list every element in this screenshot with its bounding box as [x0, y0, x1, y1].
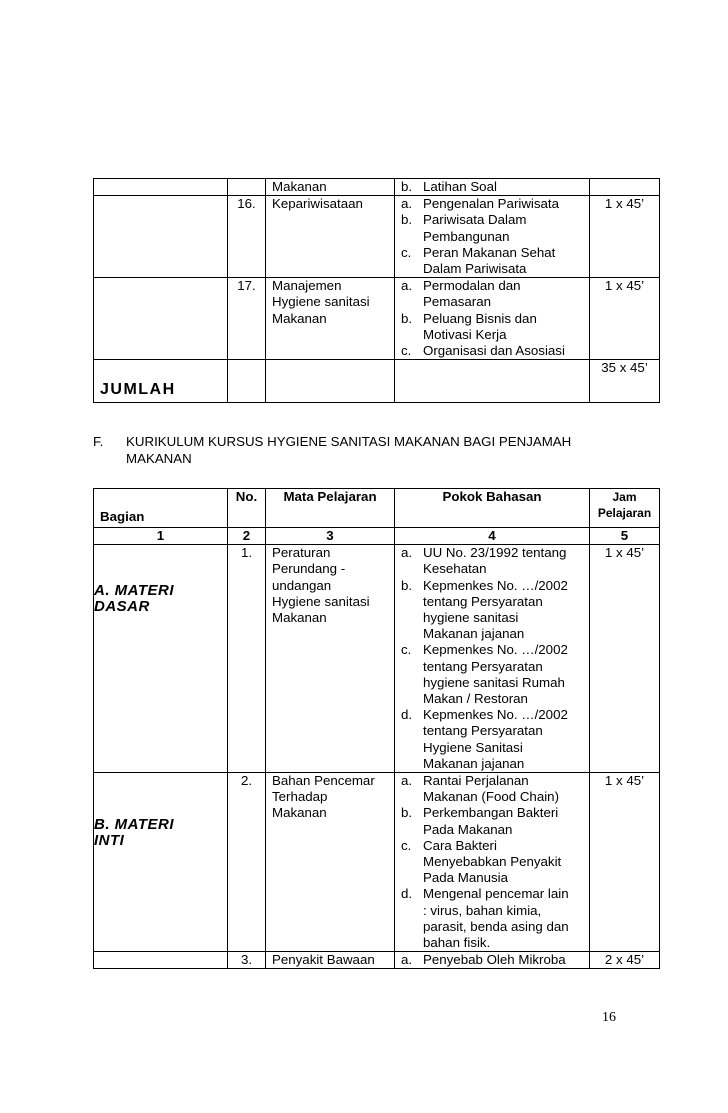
- empty-cell: [266, 360, 395, 403]
- pokok-bahasan-item: [401, 773, 589, 805]
- item-text-line: Kesehatan: [423, 561, 487, 577]
- item-text-line: : virus, bahan kimia,: [423, 902, 542, 918]
- header-jam-line1: Jam: [612, 490, 637, 504]
- header-jam-pelajaran: [590, 489, 660, 528]
- row-number: 3.: [228, 952, 266, 969]
- pokok-bahasan-list: [395, 545, 589, 772]
- jam-pelajaran-cell: 1 x 45’: [590, 196, 660, 278]
- mata-pelajaran-line: Makanan: [272, 805, 327, 821]
- item-marker: c.: [401, 642, 412, 658]
- mata-pelajaran-cell: [266, 773, 395, 952]
- item-text-line: Pembangunan: [423, 228, 510, 244]
- row-number: 16.: [228, 196, 266, 278]
- mata-pelajaran-line: undangan: [272, 577, 332, 593]
- section-letter: F.: [93, 434, 104, 449]
- item-text-line: Peluang Bisnis dan: [423, 310, 537, 326]
- mata-pelajaran-cell: [266, 196, 395, 278]
- pokok-bahasan-item: [401, 578, 589, 643]
- bagian-cell: [94, 545, 228, 773]
- pokok-bahasan-item: [401, 278, 589, 310]
- bagian-label-line: A. MATERI: [94, 582, 175, 600]
- item-text-line: Pariwisata Dalam: [423, 212, 527, 228]
- item-text-line: Cara Bakteri: [423, 837, 497, 853]
- item-text-line: Rantai Perjalanan: [423, 773, 529, 789]
- item-marker: d.: [401, 707, 413, 723]
- curriculum-table-f: [93, 488, 660, 969]
- jam-pelajaran-cell: [590, 179, 660, 196]
- header-no: No.: [228, 489, 266, 528]
- pokok-bahasan-cell: [395, 952, 590, 969]
- pokok-bahasan-list: [395, 278, 589, 359]
- pokok-bahasan-cell: [395, 278, 590, 360]
- header-pokok-bahasan: Pokok Bahasan: [395, 489, 590, 528]
- item-text-line: bahan fisik.: [423, 935, 491, 951]
- pokok-bahasan-item: [401, 343, 589, 359]
- pokok-bahasan-list: [395, 952, 589, 968]
- empty-cell: [228, 360, 266, 403]
- item-marker: a.: [401, 773, 413, 789]
- mata-pelajaran-cell: [266, 278, 395, 360]
- section-f-heading: [93, 433, 633, 467]
- item-text-line: Penyebab Oleh Mikroba: [423, 952, 566, 968]
- item-text-line: Pemasaran: [423, 294, 491, 310]
- table-row: [94, 196, 660, 278]
- column-number: 4: [395, 528, 590, 545]
- column-number: 1: [94, 528, 228, 545]
- jam-pelajaran-cell: 2 x 45’: [590, 952, 660, 969]
- bagian-cell: [94, 952, 228, 969]
- row-number: 1.: [228, 545, 266, 773]
- item-text-line: Perkembangan Bakteri: [423, 805, 559, 821]
- pokok-bahasan-cell: [395, 773, 590, 952]
- mata-pelajaran-cell: [266, 545, 395, 773]
- bagian-label-line: B. MATERI: [94, 816, 175, 834]
- bagian-cell: [94, 773, 228, 952]
- item-text-line: tentang Persyaratan: [423, 658, 543, 674]
- item-text-line: tentang Persyaratan: [423, 723, 543, 739]
- item-text-line: UU No. 23/1992 tentang: [423, 545, 567, 561]
- pokok-bahasan-list: [395, 179, 589, 195]
- item-marker: a.: [401, 952, 413, 968]
- item-text-line: Makanan (Food Chain): [423, 789, 559, 805]
- item-text-line: Pengenalan Pariwisata: [423, 196, 560, 212]
- item-marker: b.: [401, 212, 413, 228]
- column-number: 2: [228, 528, 266, 545]
- item-text-line: Kepmenkes No. …/2002: [423, 642, 568, 658]
- item-text-line: Permodalan dan: [423, 278, 521, 294]
- jam-pelajaran-cell: 1 x 45’: [590, 545, 660, 773]
- jumlah-row: [94, 360, 660, 403]
- pokok-bahasan-item: [401, 886, 589, 951]
- pokok-bahasan-list: [395, 196, 589, 277]
- item-text-line: Menyebabkan Penyakit: [423, 854, 562, 870]
- item-marker: c.: [401, 837, 412, 853]
- item-marker: b.: [401, 577, 413, 593]
- pokok-bahasan-item: [401, 545, 589, 577]
- pokok-bahasan-cell: [395, 196, 590, 278]
- item-text-line: Organisasi dan Asosiasi: [423, 343, 565, 359]
- mata-pelajaran-line: Perundang -: [272, 561, 346, 577]
- empty-cell: [395, 360, 590, 403]
- mata-pelajaran-line: Makanan: [272, 179, 327, 194]
- bagian-label-line: INTI: [94, 832, 125, 850]
- bagian-cell: [94, 278, 228, 360]
- item-text-line: Dalam Pariwisata: [423, 261, 527, 277]
- item-marker: a.: [401, 278, 413, 294]
- pokok-bahasan-cell: [395, 179, 590, 196]
- item-text-line: Pada Manusia: [423, 870, 509, 886]
- item-text-line: parasit, benda asing dan: [423, 918, 569, 934]
- item-text-line: tentang Persyaratan: [423, 593, 543, 609]
- item-text-line: hygiene sanitasi Rumah: [423, 674, 565, 690]
- jumlah-label: JUMLAH: [94, 360, 228, 403]
- table-header-row: [94, 489, 660, 528]
- pokok-bahasan-item: [401, 245, 589, 277]
- item-text-line: Peran Makanan Sehat: [423, 244, 556, 260]
- section-title: KURIKULUM KURSUS HYGIENE SANITASI MAKANAN BAGI PENJAMAH MAKANAN: [126, 434, 572, 466]
- table-row: [94, 773, 660, 952]
- item-text-line: Kepmenkes No. …/2002: [423, 707, 568, 723]
- row-number: 17.: [228, 278, 266, 360]
- pokok-bahasan-item: [401, 642, 589, 707]
- column-number: 5: [590, 528, 660, 545]
- bagian-cell: [94, 179, 228, 196]
- bagian-cell: [94, 196, 228, 278]
- table-row: [94, 952, 660, 969]
- item-text-line: hygiene sanitasi: [423, 610, 519, 626]
- pokok-bahasan-cell: [395, 545, 590, 773]
- mata-pelajaran-line: Bahan Pencemar: [272, 773, 375, 789]
- item-marker: b.: [401, 179, 413, 194]
- pokok-bahasan-item: [401, 805, 589, 837]
- mata-pelajaran-cell: [266, 179, 395, 196]
- pokok-bahasan-item: [401, 311, 589, 343]
- mata-pelajaran-line: Hygiene sanitasi: [272, 593, 370, 609]
- header-mata-pelajaran: Mata Pelajaran: [266, 489, 395, 528]
- header-bagian: Bagian: [94, 489, 228, 528]
- row-number: [228, 179, 266, 196]
- pokok-bahasan-item: [401, 179, 589, 195]
- pokok-bahasan-item: [401, 838, 589, 887]
- pokok-bahasan-list: [395, 773, 589, 951]
- row-number: 2.: [228, 773, 266, 952]
- pokok-bahasan-item: [401, 212, 589, 244]
- item-text-line: Motivasi Kerja: [423, 326, 507, 342]
- item-text-line: Pada Makanan: [423, 821, 513, 837]
- jam-pelajaran-cell: 1 x 45’: [590, 773, 660, 952]
- mata-pelajaran-line: Kepariwisataan: [272, 196, 363, 212]
- table-row: [94, 179, 660, 196]
- pokok-bahasan-item: [401, 196, 589, 212]
- item-text-line: Makanan jajanan: [423, 755, 525, 771]
- mata-pelajaran-cell: [266, 952, 395, 969]
- table-row: [94, 278, 660, 360]
- item-text-line: Makanan jajanan: [423, 626, 525, 642]
- column-number-row: [94, 528, 660, 545]
- item-marker: c.: [401, 244, 412, 260]
- header-jam-line2: Pelajaran: [597, 506, 652, 520]
- item-marker: c.: [401, 343, 412, 359]
- table-row: [94, 545, 660, 773]
- mata-pelajaran-line: Penyakit Bawaan: [272, 952, 375, 968]
- item-text-line: Makan / Restoran: [423, 691, 528, 707]
- mata-pelajaran-line: Hygiene sanitasi: [272, 294, 370, 310]
- item-marker: b.: [401, 310, 413, 326]
- item-text-line: Latihan Soal: [423, 179, 497, 194]
- mata-pelajaran-line: Manajemen: [272, 278, 342, 294]
- item-marker: d.: [401, 886, 413, 902]
- item-text-line: Mengenal pencemar lain: [423, 886, 569, 902]
- pokok-bahasan-item: [401, 707, 589, 772]
- curriculum-table-continued: [93, 178, 660, 403]
- mata-pelajaran-line: Terhadap: [272, 789, 328, 805]
- column-number: 3: [266, 528, 395, 545]
- item-marker: a.: [401, 196, 413, 212]
- mata-pelajaran-line: Peraturan: [272, 545, 331, 561]
- pokok-bahasan-item: [401, 952, 589, 968]
- mata-pelajaran-line: Makanan: [272, 310, 327, 326]
- item-text-line: Kepmenkes No. …/2002: [423, 577, 568, 593]
- item-text-line: Hygiene Sanitasi: [423, 739, 523, 755]
- item-marker: b.: [401, 805, 413, 821]
- page-number: 16: [602, 1010, 616, 1025]
- mata-pelajaran-line: Makanan: [272, 610, 327, 626]
- bagian-label-line: DASAR: [94, 598, 150, 616]
- jam-pelajaran-cell: 1 x 45’: [590, 278, 660, 360]
- item-marker: a.: [401, 545, 413, 561]
- jumlah-total: 35 x 45’: [590, 360, 660, 403]
